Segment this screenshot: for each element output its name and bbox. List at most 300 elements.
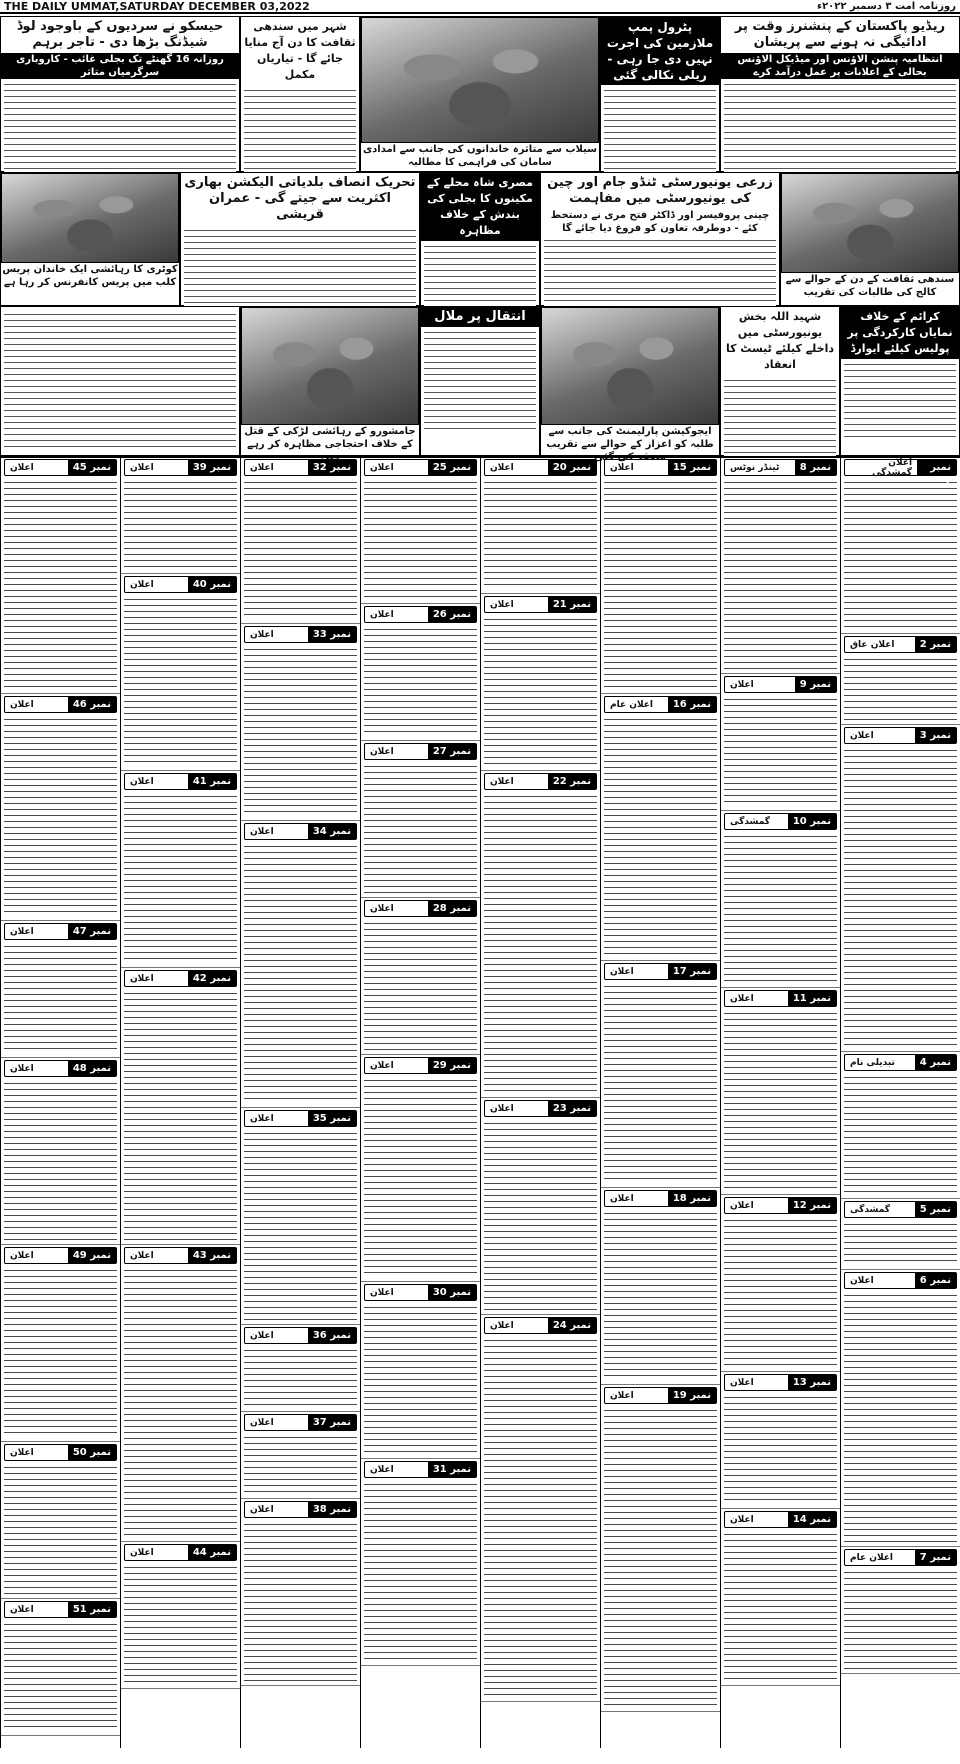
notice-column — [0, 457, 120, 1748]
notice-item[interactable] — [721, 674, 840, 811]
notice-number: نمبر 17 — [668, 964, 716, 979]
notice-body — [604, 983, 717, 1183]
notice-number: نمبر 32 — [308, 460, 356, 475]
notice-item[interactable] — [361, 604, 480, 741]
notice-item[interactable] — [1, 1245, 120, 1442]
notice-header — [604, 696, 717, 713]
notice-item[interactable] — [121, 457, 240, 574]
notice-body — [4, 479, 117, 689]
notice-body — [124, 479, 237, 569]
notice-body — [124, 1267, 237, 1537]
notice-body — [604, 1210, 717, 1380]
notice-title: اعلان — [250, 1113, 274, 1124]
notice-number: نمبر 42 — [188, 971, 236, 986]
notice-header — [364, 1461, 477, 1478]
notice-title: اعلان — [250, 1504, 274, 1515]
notice-item[interactable] — [481, 457, 600, 594]
notice-title: اعلان عاق — [850, 639, 895, 650]
notice-item[interactable] — [721, 457, 840, 674]
subheadline: انتظامیہ پنشن الاؤنس اور میڈیکل الاؤنس بحالی کے اعلانات پر عمل درآمد کرے — [721, 53, 959, 79]
notice-column — [600, 457, 720, 1748]
notice-number: نمبر 5 — [915, 1202, 956, 1217]
notice-title: تبدیلی نام — [850, 1057, 895, 1068]
story-agri-university[interactable] — [540, 172, 780, 306]
subheadline: چینی پروفیسر اور ڈاکٹر فتح مری نے دستخط کئے - دوطرفہ تعاون کو فروغ دیا جائے گا — [550, 210, 770, 234]
notice-number: نمبر 50 — [68, 1445, 116, 1460]
notice-header — [244, 626, 357, 643]
notice-body — [484, 793, 597, 1093]
notice-item[interactable] — [721, 988, 840, 1195]
notice-title: اعلان — [130, 1547, 154, 1558]
notice-title: اعلان — [130, 776, 154, 787]
notice-item[interactable] — [721, 1372, 840, 1509]
notice-body — [724, 479, 837, 669]
notice-number: نمبر 31 — [428, 1462, 476, 1477]
notice-number: نمبر 22 — [548, 774, 596, 789]
notice-item[interactable] — [1, 1599, 120, 1736]
notice-number: نمبر 21 — [548, 597, 596, 612]
notice-title: اعلان عام — [850, 1552, 894, 1563]
notice-item[interactable] — [361, 457, 480, 604]
headline: شہر میں سندھی ثقافت کا دن آج منایا جائے گا - تیاریاں مکمل — [244, 20, 356, 81]
story-body — [184, 227, 416, 317]
notice-title: اعلان — [730, 993, 754, 1004]
story-body — [724, 377, 836, 457]
photo-story-3 — [0, 172, 180, 306]
notice-title: اعلان — [250, 1330, 274, 1341]
notice-header — [4, 696, 117, 713]
notice-title: اعلان عام — [610, 699, 654, 710]
notice-title: اعلان — [730, 679, 754, 690]
notice-number: نمبر 33 — [308, 627, 356, 642]
notice-body — [484, 616, 597, 766]
notice-number: نمبر 47 — [68, 924, 116, 939]
notice-number: نمبر 43 — [188, 1248, 236, 1263]
story-pti-election[interactable] — [180, 172, 420, 306]
notice-number: نمبر 28 — [428, 901, 476, 916]
notice-title: اعلان — [610, 1193, 634, 1204]
notice-item[interactable] — [121, 1542, 240, 1689]
notice-item[interactable] — [1, 694, 120, 921]
notice-header — [484, 1100, 597, 1117]
notice-number: نمبر 12 — [788, 1198, 836, 1213]
notice-item[interactable] — [601, 457, 720, 694]
notice-column — [120, 457, 240, 1748]
notice-item[interactable] — [1, 921, 120, 1058]
notice-header — [724, 459, 837, 476]
notice-header — [484, 1317, 597, 1334]
notice-item[interactable] — [721, 1195, 840, 1372]
notice-body — [724, 1217, 837, 1367]
notice-header — [604, 963, 717, 980]
story-egypt-protest[interactable] — [420, 172, 540, 306]
notice-item[interactable] — [1, 457, 120, 694]
notice-title: اعلان — [850, 1275, 874, 1286]
notice-item[interactable] — [361, 1055, 480, 1282]
notice-item[interactable] — [481, 1315, 600, 1702]
notice-title: اعلان — [610, 1390, 634, 1401]
story-body — [544, 237, 776, 307]
photo-caption: سیلاب سے متاثرہ خاندانوں کی جانب سے امدادی سامان کی فراہمی کا مطالبہ — [362, 144, 597, 168]
story-body — [844, 361, 956, 441]
notice-number: نمبر 41 — [188, 774, 236, 789]
story-shaheed-university[interactable] — [720, 306, 840, 456]
notice-item[interactable] — [841, 1270, 960, 1547]
notice-item[interactable] — [601, 1188, 720, 1385]
notice-number: نمبر 35 — [308, 1111, 356, 1126]
notice-title: اعلان — [130, 1250, 154, 1261]
notice-body — [4, 1464, 117, 1594]
notice-header — [244, 459, 357, 476]
headline: زرعی یونیورسٹی ٹنڈو جام اور چین کی یونیورسٹی میں مفاہمت — [547, 175, 773, 206]
notice-item[interactable] — [241, 624, 360, 821]
notice-body — [844, 1569, 957, 1669]
notice-number: نمبر 51 — [68, 1602, 116, 1617]
notice-header — [604, 459, 717, 476]
notice-item[interactable] — [721, 811, 840, 988]
notice-item[interactable] — [241, 1412, 360, 1499]
notice-header — [364, 1284, 477, 1301]
notice-header — [844, 1272, 957, 1289]
notice-header — [484, 459, 597, 476]
story-radio-pensioners[interactable] — [720, 16, 960, 172]
notice-header — [604, 1190, 717, 1207]
news-photo — [1, 173, 179, 263]
notice-item[interactable] — [601, 694, 720, 961]
notice-body — [124, 793, 237, 963]
notice-body — [124, 990, 237, 1240]
notice-number: نمبر 45 — [68, 460, 116, 475]
notice-title: اعلان — [370, 1287, 394, 1298]
notice-title: اعلان — [10, 1604, 34, 1615]
notice-number: نمبر 1 — [917, 460, 956, 475]
notice-title: اعلان — [250, 462, 274, 473]
notice-body — [4, 1621, 117, 1731]
notice-number: نمبر 46 — [68, 697, 116, 712]
notice-number: نمبر 30 — [428, 1285, 476, 1300]
notice-title: اعلان — [490, 1103, 514, 1114]
notice-number: نمبر 39 — [188, 460, 236, 475]
notice-number: نمبر 44 — [188, 1545, 236, 1560]
notice-item[interactable] — [601, 1385, 720, 1712]
notice-number: نمبر 16 — [668, 697, 716, 712]
notice-body — [244, 843, 357, 1103]
notice-header — [724, 1511, 837, 1528]
notice-number: نمبر 24 — [548, 1318, 596, 1333]
story-body — [424, 329, 536, 429]
photo-caption: ایجوکیشن پارلیمنٹ کی جانب سے طلبہ کو اعزاز کے حوالے سے تقریب — [546, 426, 714, 450]
notice-number: نمبر 23 — [548, 1101, 596, 1116]
notice-title: اعلان — [490, 1320, 514, 1331]
notice-header — [484, 596, 597, 613]
notice-item[interactable] — [841, 1052, 960, 1199]
notice-header — [244, 1327, 357, 1344]
notice-number: نمبر 18 — [668, 1191, 716, 1206]
notice-header — [724, 676, 837, 693]
newspaper-page — [0, 16, 960, 1764]
notice-body — [484, 1337, 597, 1697]
notice-body — [844, 1221, 957, 1265]
news-photo — [241, 307, 419, 425]
notice-header — [244, 823, 357, 840]
notice-header — [844, 636, 957, 653]
masthead — [0, 0, 960, 14]
notice-item[interactable] — [361, 1459, 480, 1666]
notice-number: نمبر 15 — [668, 460, 716, 475]
notice-header — [124, 773, 237, 790]
notice-title: اعلان — [10, 462, 34, 473]
notice-body — [244, 1521, 357, 1681]
notice-title: اعلان — [370, 1060, 394, 1071]
notice-number: نمبر 9 — [795, 677, 836, 692]
notice-header — [4, 1247, 117, 1264]
notice-item[interactable] — [361, 741, 480, 898]
notice-body — [364, 920, 477, 1050]
notice-number: نمبر 40 — [188, 577, 236, 592]
notice-item[interactable] — [241, 821, 360, 1108]
notice-title: اعلان — [490, 776, 514, 787]
notice-item[interactable] — [1, 1058, 120, 1245]
notice-column — [480, 457, 600, 1748]
notice-header — [364, 606, 477, 623]
notice-item[interactable] — [481, 1098, 600, 1315]
notice-title: اعلان — [850, 730, 874, 741]
notice-body — [724, 1394, 837, 1504]
story-hesco-loadshedding[interactable] — [0, 16, 240, 172]
notice-body — [724, 696, 837, 806]
notice-item[interactable] — [1, 1442, 120, 1599]
notice-number: نمبر 48 — [68, 1061, 116, 1076]
notice-body — [124, 596, 237, 766]
notice-body — [364, 1304, 477, 1454]
notice-title: اعلان — [370, 903, 394, 914]
masthead-date-english: THE DAILY UMMAT,SATURDAY DECEMBER 03,2022 — [4, 0, 310, 13]
notice-header — [724, 1197, 837, 1214]
notice-header — [4, 1601, 117, 1618]
notice-number: نمبر 49 — [68, 1248, 116, 1263]
notice-header — [724, 990, 837, 1007]
notice-title: اعلان — [130, 462, 154, 473]
notice-title: اعلان — [250, 1417, 274, 1428]
notice-title: اعلان — [370, 1464, 394, 1475]
notice-item[interactable] — [841, 1199, 960, 1270]
notice-item[interactable] — [841, 725, 960, 1052]
notice-number: نمبر 25 — [428, 460, 476, 475]
news-photo — [541, 307, 719, 425]
notice-number: نمبر 4 — [915, 1055, 956, 1070]
news-photo — [781, 173, 959, 273]
notice-body — [604, 716, 717, 956]
notice-header — [364, 743, 477, 760]
notice-number: نمبر 10 — [788, 814, 836, 829]
notice-item[interactable] — [241, 1325, 360, 1412]
story-body — [4, 311, 236, 451]
notice-header — [4, 923, 117, 940]
notice-header — [124, 970, 237, 987]
notice-title: اعلان — [10, 1447, 34, 1458]
notice-number: نمبر 2 — [915, 637, 956, 652]
photo-story-5 — [240, 306, 420, 456]
notice-body — [244, 1434, 357, 1494]
notice-body — [244, 646, 357, 816]
notice-header — [244, 1501, 357, 1518]
notice-title: گمشدگی — [850, 1204, 890, 1215]
notice-item[interactable] — [361, 1282, 480, 1459]
notice-body — [604, 479, 717, 689]
notice-item[interactable] — [601, 961, 720, 1188]
notice-column — [720, 457, 840, 1748]
notice-header — [724, 813, 837, 830]
notice-number: نمبر 7 — [915, 1550, 956, 1565]
notice-item[interactable] — [241, 1499, 360, 1686]
notice-header — [124, 459, 237, 476]
notice-body — [844, 1292, 957, 1542]
notice-item[interactable] — [361, 898, 480, 1055]
headline: شہید اللہ بخش یونیورسٹی میں داخلے کیلئے ٹیسٹ کا انعقاد — [725, 310, 835, 371]
notice-item[interactable] — [481, 594, 600, 771]
story-petrol-pump[interactable] — [600, 16, 720, 172]
notice-title: اعلان — [610, 462, 634, 473]
notice-header — [244, 1414, 357, 1431]
notice-title: اعلان — [370, 462, 394, 473]
story-body — [724, 81, 956, 181]
headline: پٹرول پمپ ملازمین کی اجرت نہیں دی جا رہی - ریلی نکالی گئی — [601, 17, 719, 85]
notice-number: نمبر 13 — [788, 1375, 836, 1390]
notice-header — [4, 1060, 117, 1077]
story-crime-award[interactable] — [840, 306, 960, 456]
notice-body — [724, 1010, 837, 1190]
notice-body — [4, 1080, 117, 1240]
notice-title: اعلان — [10, 1250, 34, 1261]
news-photo — [361, 17, 599, 143]
notice-number: نمبر 11 — [788, 991, 836, 1006]
notice-body — [4, 1267, 117, 1437]
notice-title: اعلان — [10, 1063, 34, 1074]
story-body — [4, 81, 236, 181]
photo-caption: کوٹری کا رہائشی ایک خاندان پریس کلب میں پریس کانفرنس کر رہا ہے — [2, 264, 178, 288]
story-obituary[interactable] — [420, 306, 540, 456]
notice-title: اعلان — [130, 973, 154, 984]
notice-item[interactable] — [121, 1245, 240, 1542]
notice-body — [844, 479, 957, 629]
notice-header — [364, 1057, 477, 1074]
notice-header — [4, 1444, 117, 1461]
notice-number: نمبر 38 — [308, 1502, 356, 1517]
notice-column — [360, 457, 480, 1748]
notice-header — [844, 1549, 957, 1566]
headline: انتقال پر ملال — [421, 307, 539, 327]
headline: ریڈیو پاکستان کے پنشنرز وقت پر ادائیگی نہ ہونے سے پریشان — [734, 19, 946, 50]
photo-story-4 — [540, 306, 720, 456]
notice-number: نمبر 26 — [428, 607, 476, 622]
photo-caption: جامشورو کے رہائشی لڑکی کے قتل کے خلاف احتجاجی مظاہرہ کر رہے — [244, 426, 416, 450]
notice-title: اعلان — [370, 746, 394, 757]
notice-item[interactable] — [841, 634, 960, 725]
notice-title: اعلان — [730, 1377, 754, 1388]
notice-title: اعلان — [10, 926, 34, 937]
notice-header — [244, 1110, 357, 1127]
notice-item[interactable] — [121, 968, 240, 1245]
notice-title: اعلان — [370, 609, 394, 620]
notice-body — [364, 763, 477, 893]
headline: مصری شاہ محلے کے مکینوں کا بجلی کی بندش کے خلاف مظاہرہ — [421, 173, 539, 241]
notice-header — [724, 1374, 837, 1391]
notice-body — [4, 716, 117, 916]
headline: تحریک انصاف بلدیاتی الیکشن بھاری اکثریت سے جیتے گی - عمران قریشی — [184, 175, 416, 222]
notice-header — [844, 1054, 957, 1071]
notice-column — [840, 457, 960, 1748]
notice-number: نمبر 20 — [548, 460, 596, 475]
notice-body — [604, 1407, 717, 1707]
notice-body — [724, 1531, 837, 1681]
notice-header — [124, 1544, 237, 1561]
notice-item[interactable] — [841, 1547, 960, 1674]
notice-item[interactable] — [841, 457, 960, 634]
notice-body — [844, 747, 957, 1047]
notice-body — [364, 1481, 477, 1661]
notice-item[interactable] — [121, 771, 240, 968]
notice-body — [484, 1120, 597, 1310]
notice-body — [244, 1347, 357, 1407]
notice-item[interactable] — [721, 1509, 840, 1686]
notice-body — [364, 626, 477, 736]
notice-body — [364, 479, 477, 599]
notice-title: گمشدگی — [730, 816, 770, 827]
notice-title: اعلان — [610, 966, 634, 977]
notice-body — [244, 479, 357, 619]
notice-header — [4, 459, 117, 476]
notice-body — [364, 1077, 477, 1277]
notice-header — [124, 576, 237, 593]
story-continued[interactable] — [0, 306, 240, 456]
notice-header — [844, 1201, 957, 1218]
notice-number: نمبر 27 — [428, 744, 476, 759]
notice-header — [844, 727, 957, 744]
notice-header — [364, 459, 477, 476]
notice-number: نمبر 29 — [428, 1058, 476, 1073]
notice-header — [844, 457, 957, 488]
notice-title: اعلان — [10, 699, 34, 710]
notice-number: نمبر 14 — [788, 1512, 836, 1527]
notice-item[interactable] — [481, 771, 600, 1098]
notice-column — [240, 457, 360, 1748]
notice-item[interactable] — [241, 1108, 360, 1325]
notice-title: اعلان — [250, 826, 274, 837]
masthead-date-urdu: روزنامہ امت ۳ دسمبر ۲۰۲۲ء — [816, 0, 956, 12]
notice-number: نمبر 8 — [795, 460, 836, 475]
subheadline: روزانہ 16 گھنٹے تک بجلی غائب - کاروباری سرگرمیاں متاثر — [1, 53, 239, 79]
notice-title: اعلان — [250, 629, 274, 640]
notice-title: اعلان — [130, 579, 154, 590]
photo-caption: سندھی ثقافت کے دن کے حوالے سے کالج کی طالبات کی تقریب — [785, 274, 955, 298]
photo-story-2 — [780, 172, 960, 306]
notice-body — [4, 943, 117, 1053]
notice-title: اعلان — [490, 599, 514, 610]
notice-header — [124, 1247, 237, 1264]
notice-number: نمبر 36 — [308, 1328, 356, 1343]
story-sindhi-culture[interactable] — [240, 16, 360, 172]
notice-number: نمبر 37 — [308, 1415, 356, 1430]
photo-story-1 — [360, 16, 600, 172]
notice-header — [604, 1387, 717, 1404]
headline: کرائم کے خلاف نمایاں کارکردگی پر پولیس کیلئے ایوارڈ — [841, 307, 959, 359]
notice-item[interactable] — [241, 457, 360, 624]
notice-body — [484, 479, 597, 589]
notice-number: نمبر 6 — [915, 1273, 956, 1288]
notice-item[interactable] — [121, 574, 240, 771]
notice-title: اعلان — [730, 1514, 754, 1525]
notice-title: اعلان — [490, 462, 514, 473]
